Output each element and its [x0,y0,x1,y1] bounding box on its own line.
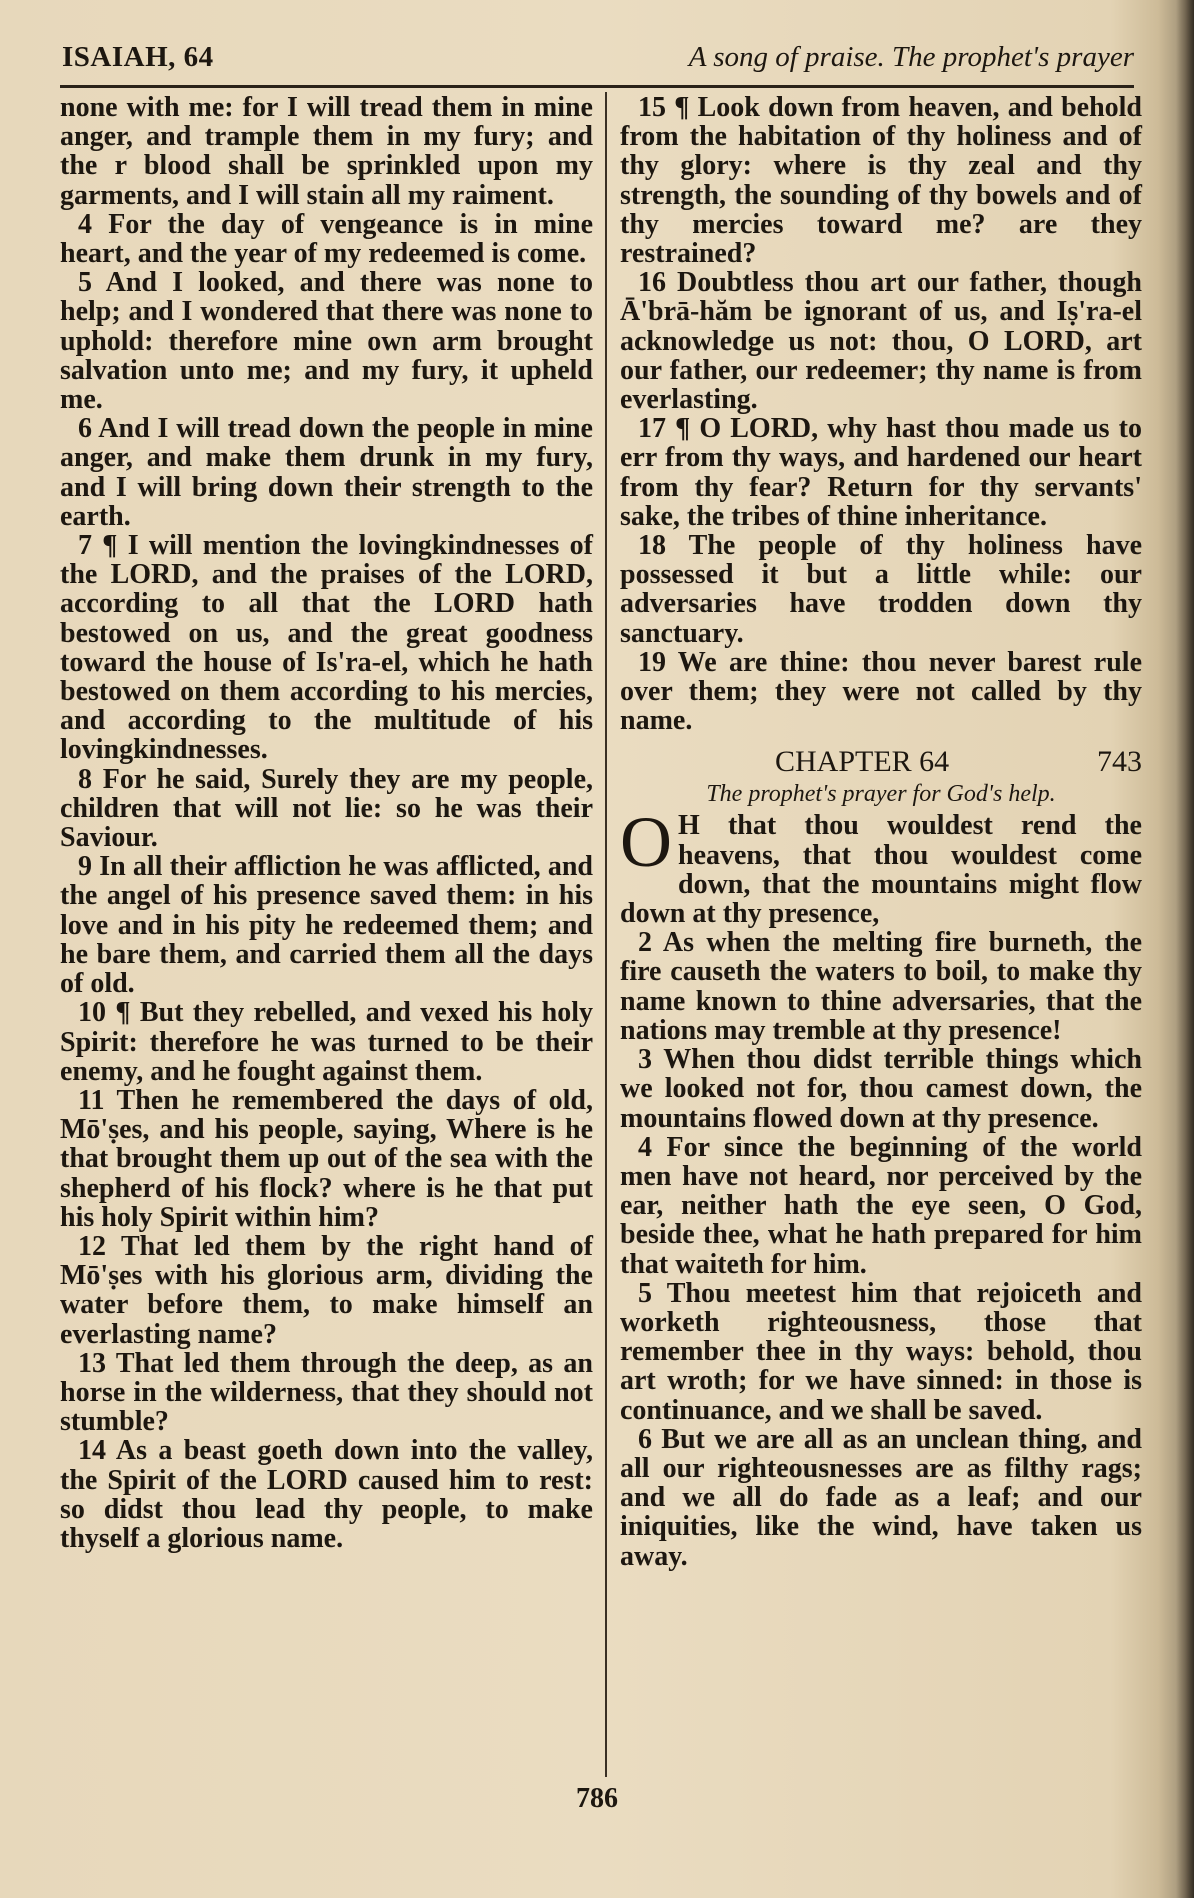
verse [60,268,593,414]
running-topic: A song of praise. The prophet's prayer [688,41,1134,73]
verse [60,210,593,268]
verse [60,1232,593,1349]
verse-text: That led them by the right hand of Mō'ṣes with his glorious arm, dividing the water before them, to make himself an everlasting name? [60,1230,593,1350]
verse [60,1086,593,1232]
verse [620,1133,1142,1279]
verse [620,1045,1142,1133]
verse [60,765,593,853]
verse-number: 3 [638,1044,652,1076]
drop-cap: O [620,802,672,883]
verse [60,531,593,765]
header-rule [60,85,1134,88]
verse-text: We are thine: thou never barest rule over them; they were not called by thy name. [620,646,1142,737]
verse-text: I will mention the lovingkindnesses of the LORD, and the praises of the LORD, according to all that the LORD hath bestowed on us, and the great goodness toward the house of Is'ra-el, which he hath bestowed on them according to his mercies, and according to the multitude of his lovingkindnesses. [60,530,594,766]
verse-text: But they rebelled, and vexed his holy Spirit: therefore he was turned to be their enemy, and he fought against them. [60,997,594,1087]
verse [620,648,1142,736]
chapter-heading [620,747,1142,779]
verse-number: 12 [78,1230,106,1262]
verse-text: Thou meetest him that rejoiceth and worketh righteousness, those that remember thee in thy ways: behold, thou art wroth; for we have sinned: in those is continuance, and we shall be saved. [620,1277,1143,1426]
verse-number: 13 [78,1347,106,1379]
verse-text: But we are all as an unclean thing, and all our righteousnesses are as filthy rags; and we all do fade as a leaf; and our iniquities, like the wind, have taken us away. [620,1423,1142,1572]
verse-number: 9 [78,851,92,883]
verse [620,928,1142,1045]
left-column [60,93,593,1553]
verse [620,531,1142,648]
verse-number: 5 [638,1277,652,1309]
verse-number: 5 [78,267,92,299]
page-binding-shadow [1176,0,1194,1898]
verse [620,268,1142,414]
verse [620,1425,1142,1571]
verse-text: And I looked, and there was none to help; and I wondered that there was none to uphold: therefore mine own arm brought salvation unto me; and my fury, it upheld me. [60,267,593,416]
verse-number: 11 [78,1084,105,1116]
verse-number: 10 ¶ [78,997,131,1029]
verse-text: none with me: for I will tread them in mine anger, and trample them in my fury; and the r blood shall be sprinkled upon my garments, and I will stain all my raiment. [60,92,593,211]
running-head: ISAIAH, 64 [62,41,214,73]
right-column [620,93,1142,1571]
chapter-year: 743 [1097,745,1142,779]
verse-text: When thou didst terrible things which we looked not for, thou camest down, the mountains flowed down at thy presence. [620,1044,1142,1134]
verse-text: O LORD, why hast thou made us to err from thy ways, and hardened our heart from thy fear? Return for thy servants' sake, the tribes of thine inheritance. [620,413,1142,532]
verse-text: For he said, Surely they are my people, children that will not lie: so he was their Saviour. [60,763,594,854]
verse-number: 4 [638,1131,652,1163]
verse-text: As when the melting fire burneth, the fire causeth the waters to boil, to make thy name known to thine adversaries, that the nations may tremble at thy presence! [620,927,1142,1046]
verse-number: 8 [78,763,92,795]
verse-text: For since the beginning of the world men have not heard, nor perceived by the ear, neither hath the eye seen, O God, beside thee, what he hath prepared for him that waiteth for him. [620,1131,1142,1280]
verse-number: 2 [638,927,652,959]
verse [620,802,1142,930]
column-divider [605,92,607,1777]
verse-text: As a beast goeth down into the valley, the Spirit of the LORD caused him to rest: so didst thou lead thy people, to make thyself a glorious name. [60,1435,593,1554]
verse [60,998,593,1086]
verse [60,852,593,998]
verse-number: 14 [78,1435,106,1467]
verse-text: Then he remembered the days of old, Mō'ṣes, and his people, saying, Where is he that brought them up out of the sea with the shepherd of his flock? where is he that put his holy Spirit within him? [60,1084,593,1233]
verse-number: 15 ¶ [638,92,690,123]
verse [60,93,593,210]
verse-number: 7 ¶ [78,530,118,562]
verse-text: H that thou wouldest rend the heavens, that thou wouldest come down, that the mountains might flow down at thy presence, [620,810,1142,930]
verse-number: 16 [638,267,666,299]
verse-text: Doubtless thou art our father, though Ā'brā-hăm be ignorant of us, and Iṣ'ra-el acknowledge us not: thou, O LORD, art our father, our redeemer; thy name is from everlasting. [620,267,1143,416]
verse-text: The people of thy holiness have possessed it but a little while: our adversaries have trodden down thy sanctuary. [620,530,1142,649]
verse-text: In all their affliction he was afflicted, and the angel of his presence saved them: in his love and in his pity he redeemed them; and he bare them, and carried them all the days of old. [60,851,594,1000]
verse-number: 17 ¶ [638,413,691,445]
verse-text: That led them through the deep, as an horse in the wilderness, that they should not stumble? [60,1347,593,1438]
verse [620,93,1142,268]
verse-number: 4 [78,208,92,240]
verse-number: 6 [638,1423,652,1455]
verse-text: And I will tread down the people in mine anger, and make them drunk in my fury, and I will bring down their strength to the earth. [60,413,593,532]
verse-text: Look down from heaven, and behold from the habitation of thy holiness and of thy glory: where is thy zeal and thy strength, the sounding of thy bowels and of thy mercies toward me? are they restrained? [620,92,1142,270]
page-number: 786 [576,1783,618,1814]
verse [60,1349,593,1437]
chapter-summary: The prophet's prayer for God's help. [706,781,1056,808]
verse [60,414,593,531]
chapter-title: CHAPTER 64 [775,745,950,779]
page-header [62,40,1134,80]
verse-number: 19 [638,646,666,678]
verse [60,1436,593,1553]
verse [620,1279,1142,1425]
verse [620,414,1142,531]
verse-number: 18 [638,530,666,562]
verse-number: 6 [78,413,92,445]
verse-text: For the day of vengeance is in mine heart, and the year of my redeemed is come. [60,208,594,270]
